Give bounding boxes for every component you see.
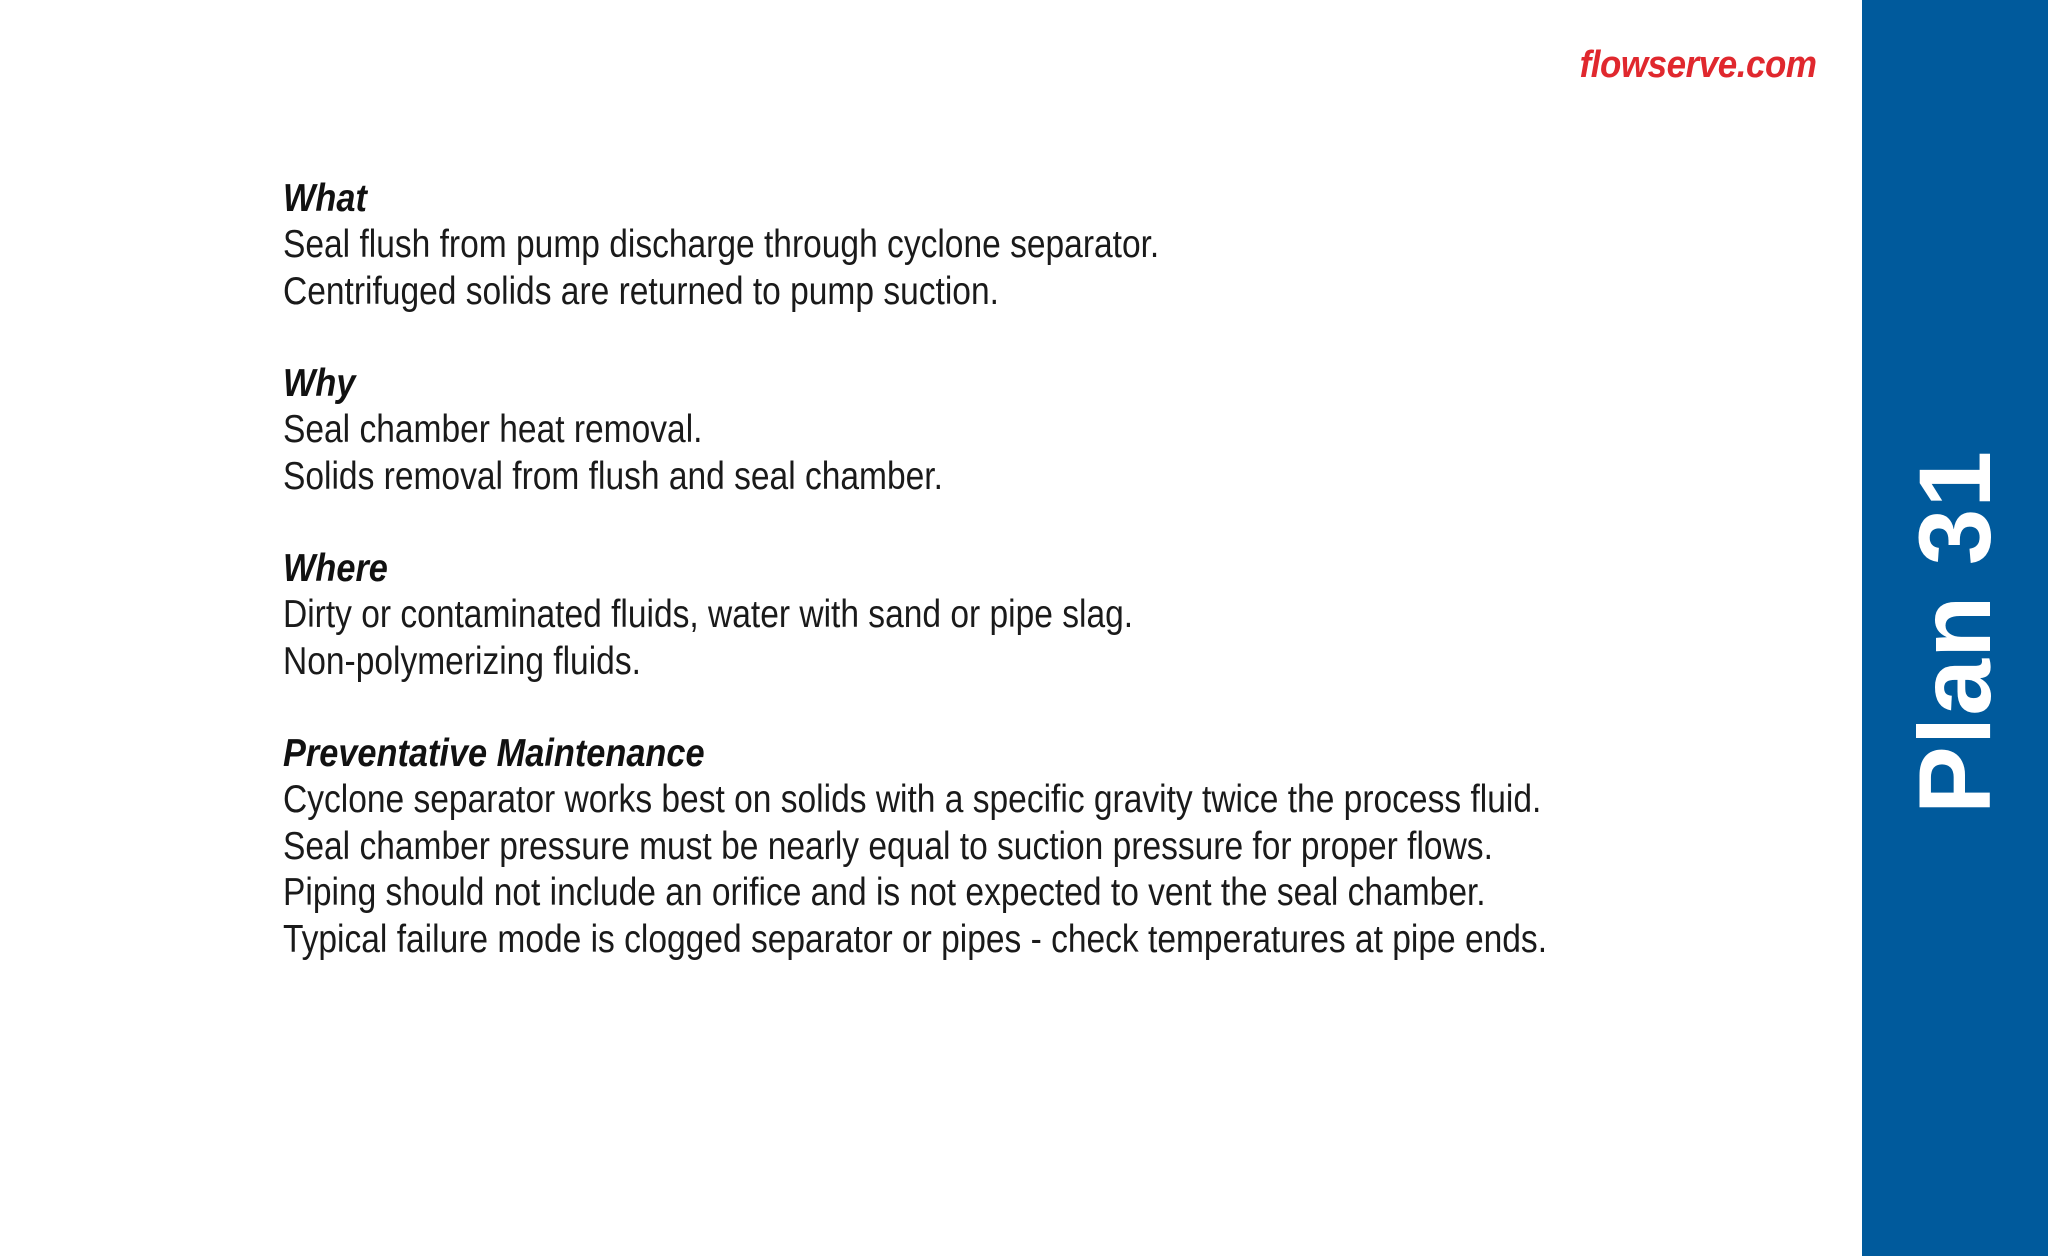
section-text-line: Cyclone separator works best on solids with a specific gravity twice the process fluid. bbox=[283, 778, 1542, 821]
section-text-line: Typical failure mode is clogged separator or pipes - check temperatures at pipe ends. bbox=[283, 917, 1548, 961]
section-text-line: Seal chamber heat removal. bbox=[283, 408, 703, 451]
section-text-line: Seal chamber pressure must be nearly equal to suction pressure for proper flows. bbox=[283, 824, 1493, 868]
section-heading: Preventative Maintenance bbox=[283, 732, 705, 775]
plan-sidebar bbox=[1862, 0, 2048, 1256]
section-text-line: Non-polymerizing fluids. bbox=[283, 639, 641, 683]
section-text-line: Solids removal from flush and seal chamber. bbox=[283, 454, 943, 498]
section-text-line: Seal flush from pump discharge through cyclone separator. bbox=[283, 223, 1160, 266]
section-preventative-maintenance bbox=[283, 731, 1803, 963]
section-heading: Where bbox=[283, 547, 388, 590]
section-what bbox=[283, 176, 1803, 315]
section-text-line: Piping should not include an orifice and is not expected to vent the seal chamber. bbox=[283, 871, 1486, 914]
section-heading: What bbox=[283, 177, 367, 220]
section-where bbox=[283, 546, 1803, 685]
site-link[interactable]: flowserve.com bbox=[1579, 44, 1816, 86]
content-body bbox=[283, 176, 1803, 1009]
section-text-line: Centrifuged solids are returned to pump suction. bbox=[283, 269, 999, 313]
plan-label: Plan 31 bbox=[1898, 449, 2012, 815]
section-text-line: Dirty or contaminated fluids, water with sand or pipe slag. bbox=[283, 593, 1134, 636]
section-why bbox=[283, 361, 1803, 500]
section-heading: Why bbox=[283, 362, 356, 405]
